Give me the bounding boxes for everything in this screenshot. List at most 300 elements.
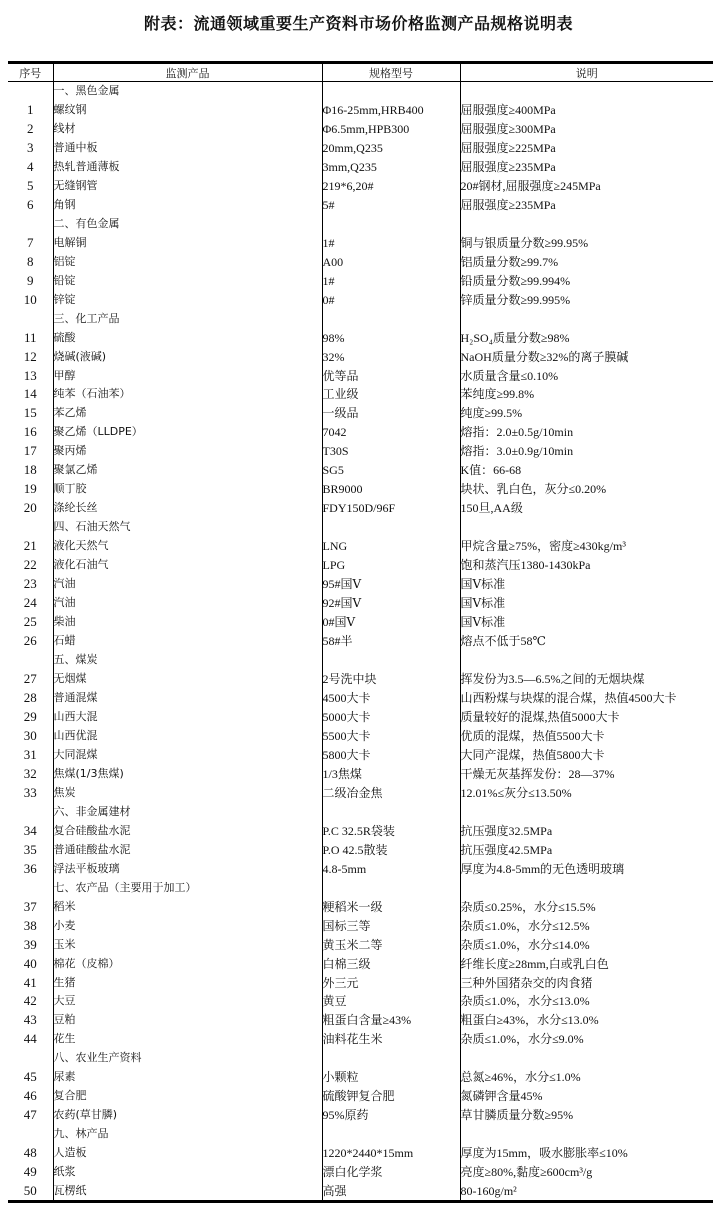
- table-row: [8, 992, 713, 1011]
- spec-cell: 7042: [322, 423, 460, 442]
- section-title: 九、林产品: [53, 1125, 322, 1144]
- description-cell: [460, 1125, 713, 1144]
- product-name: 普通中板: [53, 138, 322, 157]
- table-row: [8, 726, 713, 745]
- table-row: [8, 689, 713, 708]
- table-row: [8, 935, 713, 954]
- section-row: [8, 518, 713, 537]
- product-name: 尿素: [53, 1068, 322, 1087]
- table-row: [8, 840, 713, 859]
- product-name: 纸浆: [53, 1163, 322, 1182]
- table-body: [8, 82, 713, 1202]
- table-row: [8, 764, 713, 783]
- row-number: 48: [23, 1145, 37, 1161]
- product-name: 苯乙烯: [53, 404, 322, 423]
- row-number: 27: [23, 671, 37, 687]
- section-title: 三、化工产品: [53, 309, 322, 328]
- spec-cell: 4500大卡: [322, 689, 460, 708]
- product-name: 无烟煤: [53, 670, 322, 689]
- header-description: 说明: [460, 63, 713, 82]
- section-row: [8, 309, 713, 328]
- row-number: 47: [23, 1107, 37, 1123]
- table-row: [8, 100, 713, 119]
- product-spec-table: [8, 61, 713, 1203]
- description-cell: 锌质量分数≥99.995%: [460, 290, 713, 309]
- product-name: 柴油: [53, 613, 322, 632]
- description-cell: 国Ⅴ标准: [460, 613, 713, 632]
- spec-cell: [322, 309, 460, 328]
- section-title: 八、农业生产资料: [53, 1049, 322, 1068]
- table-row: [8, 632, 713, 651]
- description-cell: [460, 878, 713, 897]
- description-cell: 厚度为15mm，吸水膨胀率≤10%: [460, 1144, 713, 1163]
- table-row: [8, 1163, 713, 1182]
- table-row: [8, 1144, 713, 1163]
- product-name: 大豆: [53, 992, 322, 1011]
- description-cell: 屈服强度≥400MPa: [460, 100, 713, 119]
- row-number: 42: [23, 993, 37, 1009]
- section-title: 七、农产品（主要用于加工）: [53, 878, 322, 897]
- description-cell: [460, 518, 713, 537]
- spec-cell: 0#: [322, 290, 460, 309]
- description-cell: 干燥无灰基挥发份：28—37%: [460, 764, 713, 783]
- spec-cell: SG5: [322, 461, 460, 480]
- description-cell: 块状、乳白色，灰分≤0.20%: [460, 480, 713, 499]
- description-cell: 杂质≤1.0%，水分≤12.5%: [460, 916, 713, 935]
- row-number: 28: [23, 689, 37, 705]
- description-cell: [460, 802, 713, 821]
- table-row: [8, 1068, 713, 1087]
- product-name: 普通混煤: [53, 689, 322, 708]
- row-number: 6: [27, 196, 34, 212]
- row-number: 32: [23, 765, 37, 781]
- spec-cell: [322, 214, 460, 233]
- spec-cell: 32%: [322, 347, 460, 366]
- description-cell: 大同产混煤，热值5800大卡: [460, 745, 713, 764]
- table-row: [8, 707, 713, 726]
- section-row: [8, 214, 713, 233]
- product-name: 聚氯乙烯: [53, 461, 322, 480]
- spec-cell: 1/3焦煤: [322, 764, 460, 783]
- spec-cell: 20mm,Q235: [322, 138, 460, 157]
- product-name: 热轧普通薄板: [53, 157, 322, 176]
- spec-cell: 1220*2440*15mm: [322, 1144, 460, 1163]
- description-cell: 抗压强度32.5MPa: [460, 821, 713, 840]
- description-cell: 屈服强度≥235MPa: [460, 157, 713, 176]
- description-cell: 山西粉煤与块煤的混合煤，热值4500大卡: [460, 689, 713, 708]
- description-cell: 甲烷含量≥75%，密度≥430kg/m³: [460, 537, 713, 556]
- spec-cell: [322, 802, 460, 821]
- section-title: 六、非金属建材: [53, 802, 322, 821]
- row-number: 17: [23, 443, 37, 459]
- table-row: [8, 670, 713, 689]
- section-title: 五、煤炭: [53, 651, 322, 670]
- description-cell: 杂质≤1.0%，水分≤9.0%: [460, 1030, 713, 1049]
- table-row: [8, 290, 713, 309]
- row-number: [8, 1125, 53, 1144]
- table-row: [8, 1182, 713, 1202]
- product-name: 浮法平板玻璃: [53, 859, 322, 878]
- table-row: [8, 252, 713, 271]
- row-number: 3: [27, 139, 34, 155]
- row-number: 34: [23, 822, 37, 838]
- spec-cell: 白棉三级: [322, 954, 460, 973]
- product-name: 液化天然气: [53, 537, 322, 556]
- product-name: 电解铜: [53, 233, 322, 252]
- row-number: 1: [27, 101, 34, 117]
- spec-cell: 98%: [322, 328, 460, 347]
- row-number: 25: [23, 614, 37, 630]
- spec-cell: LPG: [322, 556, 460, 575]
- row-number: 49: [23, 1164, 37, 1180]
- spec-cell: 外三元: [322, 973, 460, 992]
- spec-cell: 3mm,Q235: [322, 157, 460, 176]
- table-row: [8, 556, 713, 575]
- description-cell: 铜与银质量分数≥99.95%: [460, 233, 713, 252]
- product-name: 硫酸: [53, 328, 322, 347]
- product-name: 无缝钢管: [53, 176, 322, 195]
- table-row: [8, 442, 713, 461]
- description-cell: 总氮≥46%，水分≤1.0%: [460, 1068, 713, 1087]
- product-name: 汽油: [53, 594, 322, 613]
- row-number: 26: [23, 633, 37, 649]
- spec-cell: [322, 1049, 460, 1068]
- spec-cell: 95#国Ⅴ: [322, 575, 460, 594]
- row-number: [8, 1049, 53, 1068]
- row-number: 23: [23, 576, 37, 592]
- table-row: [8, 461, 713, 480]
- description-cell: 氮磷钾含量45%: [460, 1087, 713, 1106]
- description-cell: [460, 309, 713, 328]
- description-cell: 纯度≥99.5%: [460, 404, 713, 423]
- row-number: [8, 518, 53, 537]
- product-name: 螺纹钢: [53, 100, 322, 119]
- row-number: 9: [27, 272, 34, 288]
- table-row: [8, 480, 713, 499]
- product-name: 焦炭: [53, 783, 322, 802]
- table-row: [8, 1106, 713, 1125]
- header-spec: 规格型号: [322, 63, 460, 82]
- spec-cell: 58#半: [322, 632, 460, 651]
- row-number: 21: [23, 538, 37, 554]
- table-row: [8, 613, 713, 632]
- spec-cell: 1#: [322, 271, 460, 290]
- description-cell: 12.01%≤灰分≤13.50%: [460, 783, 713, 802]
- description-cell: 屈服强度≥300MPa: [460, 119, 713, 138]
- table-row: [8, 119, 713, 138]
- spec-cell: 黄玉米二等: [322, 935, 460, 954]
- section-title: 四、石油天然气: [53, 518, 322, 537]
- table-row: [8, 594, 713, 613]
- page-title: 附表：流通领域重要生产资料市场价格监测产品规格说明表: [143, 14, 573, 33]
- row-number: 16: [23, 424, 37, 440]
- row-number: 11: [23, 329, 37, 345]
- description-cell: [460, 82, 713, 101]
- table-row: [8, 897, 713, 916]
- row-number: [8, 651, 53, 670]
- table-row: [8, 575, 713, 594]
- table-row: [8, 859, 713, 878]
- description-cell: [460, 1049, 713, 1068]
- product-name: 涤纶长丝: [53, 499, 322, 518]
- spec-cell: 0#国Ⅴ: [322, 613, 460, 632]
- description-cell: 优质的混煤，热值5500大卡: [460, 726, 713, 745]
- row-number: 4: [27, 158, 34, 174]
- row-number: 39: [23, 936, 37, 952]
- spec-cell: 5800大卡: [322, 745, 460, 764]
- table-row: [8, 916, 713, 935]
- section-row: [8, 651, 713, 670]
- spec-cell: 国标三等: [322, 916, 460, 935]
- description-cell: 质量较好的混煤,热值5000大卡: [460, 707, 713, 726]
- description-cell: 国Ⅴ标准: [460, 575, 713, 594]
- description-cell: 铅质量分数≥99.994%: [460, 271, 713, 290]
- spec-cell: [322, 878, 460, 897]
- description-cell: [460, 651, 713, 670]
- description-cell: 纤维长度≥28mm,白或乳白色: [460, 954, 713, 973]
- spec-cell: 硫酸钾复合肥: [322, 1087, 460, 1106]
- product-name: 复合硅酸盐水泥: [53, 821, 322, 840]
- table-row: [8, 745, 713, 764]
- spec-cell: 219*6,20#: [322, 176, 460, 195]
- spec-cell: 粳稻米一级: [322, 897, 460, 916]
- table-row: [8, 1011, 713, 1030]
- spec-cell: [322, 518, 460, 537]
- spec-cell: [322, 1125, 460, 1144]
- row-number: 35: [23, 841, 37, 857]
- table-row: [8, 157, 713, 176]
- product-name: 液化石油气: [53, 556, 322, 575]
- description-cell: 熔点不低于58℃: [460, 632, 713, 651]
- description-cell: 熔指：3.0±0.9g/10min: [460, 442, 713, 461]
- table-row: [8, 537, 713, 556]
- spec-cell: 5#: [322, 195, 460, 214]
- description-cell: 屈服强度≥235MPa: [460, 195, 713, 214]
- product-name: 聚乙烯（LLDPE）: [53, 423, 322, 442]
- description-cell: 水质量含量≤0.10%: [460, 366, 713, 385]
- table-row: [8, 423, 713, 442]
- description-cell: 铝质量分数≥99.7%: [460, 252, 713, 271]
- product-name: 焦煤(1/3焦煤): [53, 764, 322, 783]
- product-name: 石蜡: [53, 632, 322, 651]
- product-name: 人造板: [53, 1144, 322, 1163]
- table-row: [8, 499, 713, 518]
- row-number: 37: [23, 898, 37, 914]
- row-number: 46: [23, 1088, 37, 1104]
- spec-cell: LNG: [322, 537, 460, 556]
- row-number: 43: [23, 1012, 37, 1028]
- header-no: 序号: [8, 63, 53, 82]
- spec-cell: 油料花生米: [322, 1030, 460, 1049]
- spec-cell: 1#: [322, 233, 460, 252]
- row-number: 15: [23, 405, 37, 421]
- row-number: 14: [23, 386, 37, 402]
- spec-cell: 小颗粒: [322, 1068, 460, 1087]
- row-number: 2: [27, 120, 34, 136]
- spec-cell: BR9000: [322, 480, 460, 499]
- description-cell: 亮度≥80%,黏度≥600cm³/g: [460, 1163, 713, 1182]
- table-row: [8, 1087, 713, 1106]
- row-number: 41: [23, 974, 37, 990]
- row-number: 8: [27, 253, 34, 269]
- description-cell: 熔指：2.0±0.5g/10min: [460, 423, 713, 442]
- table-row: [8, 366, 713, 385]
- product-name: 豆粕: [53, 1011, 322, 1030]
- description-cell: 苯纯度≥99.8%: [460, 385, 713, 404]
- row-number: 33: [23, 784, 37, 800]
- product-name: 纯苯（石油苯）: [53, 385, 322, 404]
- row-number: 40: [23, 955, 37, 971]
- product-name: 棉花（皮棉）: [53, 954, 322, 973]
- product-name: 瓦楞纸: [53, 1182, 322, 1202]
- spec-cell: P.C 32.5R袋装: [322, 821, 460, 840]
- table-row: [8, 271, 713, 290]
- product-name: 复合肥: [53, 1087, 322, 1106]
- section-row: [8, 802, 713, 821]
- description-cell: 80-160g/m²: [460, 1182, 713, 1202]
- table-row: [8, 404, 713, 423]
- row-number: 22: [23, 557, 37, 573]
- description-cell: 杂质≤1.0%，水分≤14.0%: [460, 935, 713, 954]
- product-name: 小麦: [53, 916, 322, 935]
- description-cell: 杂质≤1.0%，水分≤13.0%: [460, 992, 713, 1011]
- section-row: [8, 1125, 713, 1144]
- product-name: 农药(草甘膦): [53, 1106, 322, 1125]
- product-name: 玉米: [53, 935, 322, 954]
- product-name: 汽油: [53, 575, 322, 594]
- row-number: 18: [23, 462, 37, 478]
- description-cell: 饱和蒸汽压1380-1430kPa: [460, 556, 713, 575]
- table-row: [8, 954, 713, 973]
- description-cell: 150旦,AA级: [460, 499, 713, 518]
- product-name: 锌锭: [53, 290, 322, 309]
- row-number: 38: [23, 917, 37, 933]
- spec-cell: 优等品: [322, 366, 460, 385]
- spec-cell: Φ16-25mm,HRB400: [322, 100, 460, 119]
- row-number: 44: [23, 1031, 37, 1047]
- table-header-row: [8, 63, 713, 82]
- spec-cell: [322, 651, 460, 670]
- product-name: 普通硅酸盐水泥: [53, 840, 322, 859]
- row-number: 24: [23, 595, 37, 611]
- section-row: [8, 82, 713, 101]
- table-row: [8, 783, 713, 802]
- spec-cell: 4.8-5mm: [322, 859, 460, 878]
- product-name: 生猪: [53, 973, 322, 992]
- spec-cell: 2号洗中块: [322, 670, 460, 689]
- row-number: 20: [23, 500, 37, 516]
- product-name: 烧碱(液碱): [53, 347, 322, 366]
- row-number: 29: [23, 708, 37, 724]
- table-row: [8, 821, 713, 840]
- product-name: 花生: [53, 1030, 322, 1049]
- row-number: [8, 309, 53, 328]
- product-name: 角钢: [53, 195, 322, 214]
- product-name: 甲醇: [53, 366, 322, 385]
- table-row: [8, 385, 713, 404]
- row-number: 5: [27, 177, 34, 193]
- table-row: [8, 195, 713, 214]
- spec-cell: P.O 42.5散装: [322, 840, 460, 859]
- description-cell: [460, 214, 713, 233]
- table-row: [8, 138, 713, 157]
- row-number: [8, 878, 53, 897]
- table-row: [8, 233, 713, 252]
- description-cell: 杂质≤0.25%，水分≤15.5%: [460, 897, 713, 916]
- row-number: 45: [23, 1069, 37, 1085]
- spec-cell: 92#国Ⅴ: [322, 594, 460, 613]
- spec-cell: 95%原药: [322, 1106, 460, 1125]
- spec-cell: 粗蛋白含量≥43%: [322, 1011, 460, 1030]
- row-number: 13: [23, 367, 37, 383]
- section-row: [8, 1049, 713, 1068]
- row-number: 31: [23, 746, 37, 762]
- section-row: [8, 878, 713, 897]
- spec-cell: 黄豆: [322, 992, 460, 1011]
- spec-cell: 高强: [322, 1182, 460, 1202]
- spec-cell: 一级品: [322, 404, 460, 423]
- description-cell: 屈服强度≥225MPa: [460, 138, 713, 157]
- table-row: [8, 328, 713, 347]
- table-row: [8, 347, 713, 366]
- table-row: [8, 176, 713, 195]
- spec-cell: Φ6.5mm,HPB300: [322, 119, 460, 138]
- spec-cell: A00: [322, 252, 460, 271]
- description-cell: 挥发份为3.5—6.5%之间的无烟块煤: [460, 670, 713, 689]
- product-name: 铅锭: [53, 271, 322, 290]
- product-name: 线材: [53, 119, 322, 138]
- spec-cell: 漂白化学浆: [322, 1163, 460, 1182]
- spec-cell: 5000大卡: [322, 707, 460, 726]
- spec-cell: 工业级: [322, 385, 460, 404]
- product-name: 聚丙烯: [53, 442, 322, 461]
- product-name: 山西优混: [53, 726, 322, 745]
- description-cell: NaOH质量分数≥32%的离子膜碱: [460, 347, 713, 366]
- row-number: 7: [27, 234, 34, 250]
- product-name: 顺丁胶: [53, 480, 322, 499]
- product-name: 大同混煤: [53, 745, 322, 764]
- spec-cell: 5500大卡: [322, 726, 460, 745]
- product-name: 稻米: [53, 897, 322, 916]
- row-number: [8, 214, 53, 233]
- row-number: 36: [23, 860, 37, 876]
- spec-cell: [322, 82, 460, 101]
- spec-cell: FDY150D/96F: [322, 499, 460, 518]
- table-row: [8, 973, 713, 992]
- section-title: 一、黑色金属: [53, 82, 322, 101]
- description-cell: 草甘膦质量分数≥95%: [460, 1106, 713, 1125]
- row-number: 50: [8, 1182, 53, 1202]
- section-title: 二、有色金属: [53, 214, 322, 233]
- product-name: 铝锭: [53, 252, 322, 271]
- spec-cell: T30S: [322, 442, 460, 461]
- row-number: 30: [23, 727, 37, 743]
- table-row: [8, 1030, 713, 1049]
- description-cell: 厚度为4.8-5mm的无色透明玻璃: [460, 859, 713, 878]
- description-cell: 国Ⅴ标准: [460, 594, 713, 613]
- description-cell: H₂SO₄质量分数≥98%: [460, 328, 713, 347]
- header-product: 监测产品: [53, 63, 322, 82]
- description-cell: 抗压强度42.5MPa: [460, 840, 713, 859]
- spec-cell: 二级冶金焦: [322, 783, 460, 802]
- row-number: 10: [23, 291, 37, 307]
- row-number: 19: [23, 481, 37, 497]
- description-cell: 20#钢材,屈服强度≥245MPa: [460, 176, 713, 195]
- description-cell: K值：66-68: [460, 461, 713, 480]
- row-number: [8, 82, 53, 101]
- description-cell: 三种外国猪杂交的肉食猪: [460, 973, 713, 992]
- row-number: [8, 802, 53, 821]
